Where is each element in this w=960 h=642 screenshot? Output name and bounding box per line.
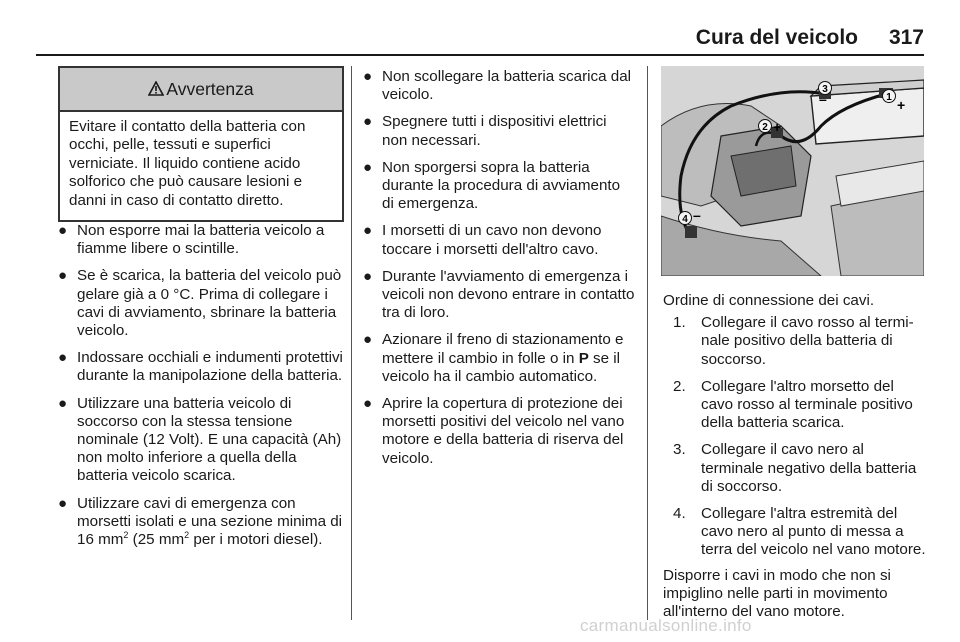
- list-item: ● Spegnere tutti i dispositivi elettrici non necessari.: [363, 113, 607, 149]
- connection-intro: Ordine di connessione dei cavi.: [663, 292, 875, 309]
- list-item: ● Utilizzare una batteria veicolo di soccorso con la stessa tensione nominale (12 Volt). E una capacità (Ah) non molto inferiore a quella della batteria veicolo scarica.: [58, 394, 342, 485]
- list-item: ● Indossare occhiali e indumenti protettivi durante la manipolazione della batteria.: [58, 349, 343, 385]
- cable-routing-note: Disporre i cavi in modo che non si impiglino nelle parti in movimento all'interno del vano motore.: [663, 566, 891, 621]
- warning-title: Avvertenza: [166, 79, 254, 99]
- callout-1: 1: [886, 92, 892, 103]
- header-rule: [36, 54, 924, 56]
- list-item: ● Aprire la copertura di protezione dei morsetti positivi del veicolo nel vano motore e della batteria di riserva del veicolo.: [363, 395, 625, 467]
- col2-bullet-list: [363, 68, 635, 468]
- callout-4-sign: –: [693, 207, 701, 223]
- col1-bullet-list: [58, 222, 348, 549]
- list-item: ● Durante l'avviamento di emergenza i veicoli non devono entrare in contatto tra di loro.: [363, 267, 635, 322]
- callout-2: 2: [762, 122, 768, 133]
- page-header: [36, 22, 924, 56]
- list-item: ● I morsetti di un cavo non devono toccare i morsetti dell'altro cavo.: [363, 222, 602, 258]
- list-item: 1. Collegare il cavo rosso al terminale positivo della batteria di soccorso.: [673, 314, 914, 368]
- list-item: ● Se è scarica, la batteria del veicolo può gelare già a 0 °C. Prima di collegare i cavi di avviamento, sbrinare la batteria veicolo.: [58, 267, 342, 340]
- callout-4: 4: [682, 214, 688, 225]
- column-2: [363, 68, 635, 477]
- column-3: [663, 292, 929, 621]
- column-1: [58, 222, 348, 558]
- list-item: 2. Collegare l'altro morsetto del cavo rosso al terminale positivo della batteria scarica.: [673, 377, 913, 432]
- callout-3-sign: –: [819, 91, 827, 107]
- warning-box: [58, 66, 344, 222]
- list-item: 4. Collegare l'altra estremità del cavo nero al punto di messa a terra del veicolo nel vano motore.: [673, 505, 926, 559]
- callout-2-sign: +: [773, 119, 782, 135]
- page-number: 317: [888, 26, 924, 49]
- connection-steps: [673, 314, 929, 559]
- list-item: ● Azionare il freno di stazionamento e mettere il cambio in folle o in P se il veicolo ha il cambio automatico.: [363, 331, 624, 385]
- warning-text: Evitare il contatto della batteria con occhi, pelle, tessuti e superfici verniciate. Il liquido contiene acido solforico che può causare lesioni e danni in caso di contatto diretto.: [69, 118, 306, 209]
- list-item: 3. Collegare il cavo nero al terminale negativo della batteria di soccorso.: [673, 441, 917, 495]
- callout-1-sign: +: [897, 97, 906, 113]
- list-item: ● Utilizzare cavi di emergenza con morsetti isolati e una sezione minima di 16 $mm^2$ (25 $mm^2$ per i motori diesel).: [58, 494, 343, 549]
- battery-jump-start-illustration: [661, 66, 924, 276]
- section-title: Cura del veicolo: [695, 26, 858, 49]
- list-item: ● Non sporgersi sopra la batteria durante la procedura di avviamento di emergenza.: [363, 158, 621, 213]
- warning-header: [60, 68, 342, 112]
- engine-bay-drawing: [661, 66, 924, 276]
- callout-3: 3: [822, 84, 828, 95]
- warning-triangle-icon: [148, 69, 164, 111]
- watermark: carmanualsonline.info: [580, 616, 752, 635]
- column-divider-1: [351, 66, 352, 620]
- column-divider-2: [647, 66, 648, 620]
- list-item: ● Non scollegare la batteria scarica dal veicolo.: [363, 68, 632, 104]
- list-item: ● Non esporre mai la batteria veicolo a fiamme libere o scintille.: [58, 222, 325, 258]
